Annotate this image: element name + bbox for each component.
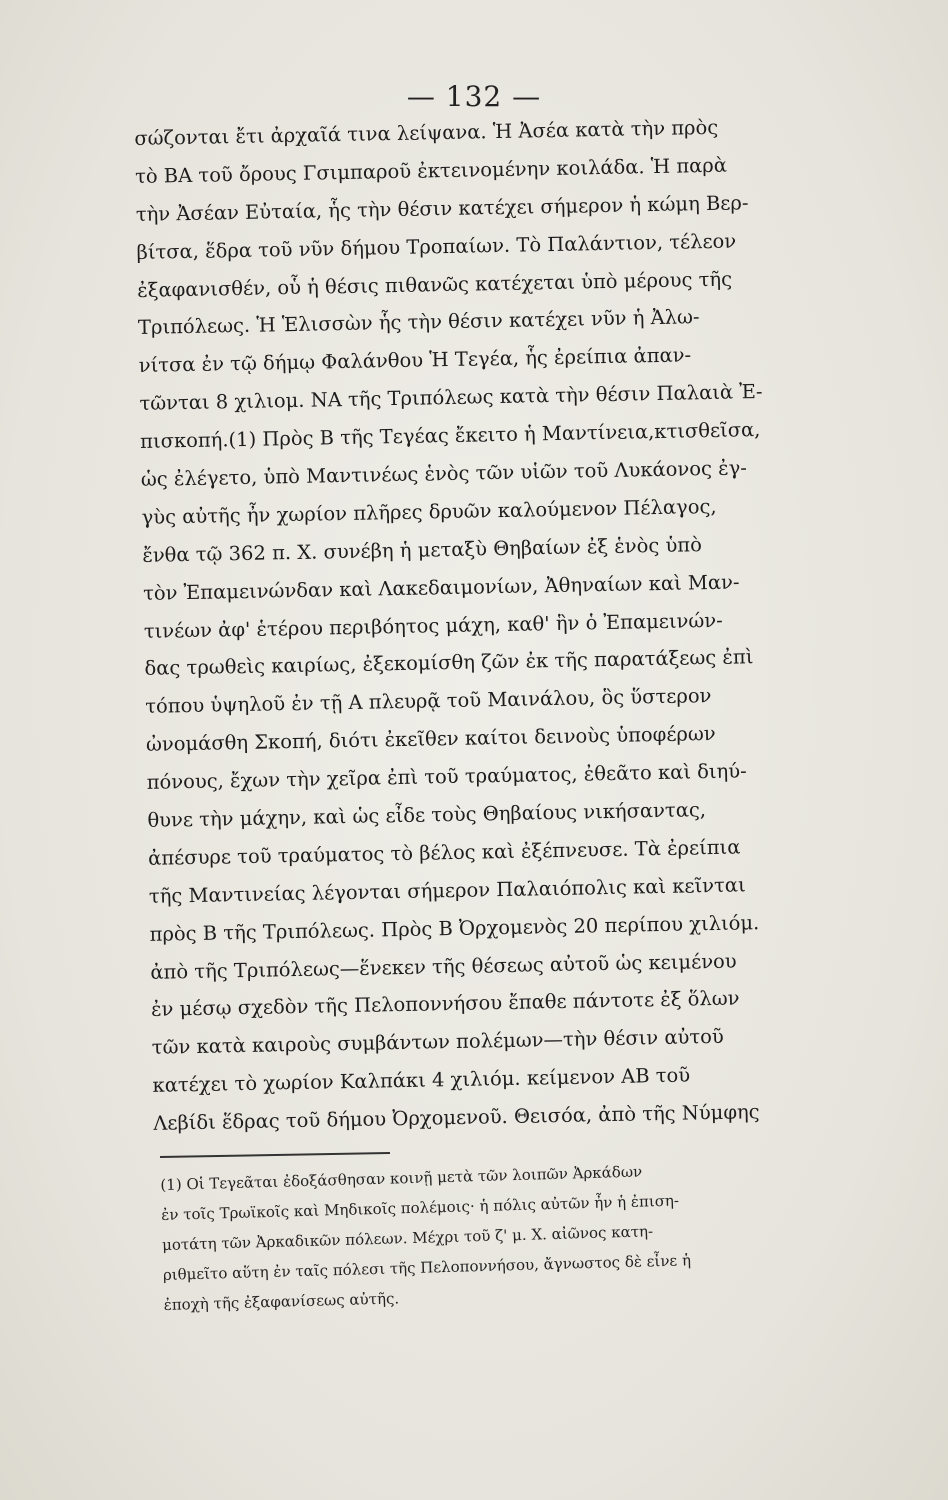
footnote-line: ἐποχὴ τῆς ἐξαφανίσεως αὐτῆς. <box>163 1289 400 1314</box>
footnote-line: ἐν τοῖς Τρωϊκοῖς καὶ Μηδικοῖς πολέμοις· ἡ πόλις αὐτῶν ἦν ἡ ἐπιση- <box>161 1191 680 1224</box>
text-line: τὸν Ἐπαμεινώνδαν καὶ Λακεδαιμονίων, Ἀθηναίων καὶ Μαν- <box>142 570 740 605</box>
text-line: ὠνομάσθη Σκοπή, διότι ἐκεῖθεν καίτοι δεινοὺς ὑποφέρων <box>145 722 716 757</box>
body-text <box>134 105 913 1142</box>
text-line: δας τρωθεὶς καιρίως, ἐξεκομίσθη ζῶν ἐκ τῆς παρατάξεως ἐπὶ <box>144 645 754 681</box>
text-line: ὡς ἐλέγετο, ὑπὸ Μαντινέως ἑνὸς τῶν υἱῶν τοῦ Λυκάονος ἐγ- <box>140 456 748 491</box>
text-line: σώζονται ἔτι ἀρχαῖά τινα λείψανα. Ἡ Ἀσέα κατὰ τὴν πρὸς <box>134 115 719 150</box>
text-line: πισκοπή.(1) Πρὸς Β τῆς Τεγέας ἔκειτο ἡ Μαντίνεια,κτισθεῖσα, <box>139 418 761 454</box>
text-line: ἔνθα τῷ 362 π. Χ. συνέβη ἡ μεταξὺ Θηβαίων ἐξ ἑνὸς ὑπὸ <box>142 532 703 567</box>
text-line: πόνους, ἔχων τὴν χεῖρα ἐπὶ τοῦ τραύματος, ἐθεᾶτο καὶ διηύ- <box>146 759 747 795</box>
text-line: τῶνται 8 χιλιομ. ΝΑ τῆς Τριπόλεως κατὰ τὴν θέσιν Παλαιὰ Ἐ- <box>139 380 763 416</box>
footnote-line: ριθμεῖτο αὕτη ἐν ταῖς πόλεσι τῆς Πελοποννήσου, ἄγνωστος δὲ εἶνε ἡ <box>162 1251 692 1284</box>
text-line: βίτσα, ἕδρα τοῦ νῦν δήμου Τροπαίων. Τὸ Παλάντιον, τέλεον <box>136 229 737 264</box>
text-line: κατέχει τὸ χωρίον Καλπάκι 4 χιλιόμ. κείμενον ΑΒ τοῦ <box>152 1063 691 1098</box>
text-line: τόπου ὑψηλοῦ ἐν τῇ Α πλευρᾷ τοῦ Μαινάλου, ὃς ὕστερον <box>145 684 712 719</box>
text-line: τὴν Ἀσέαν Εὐταία, ἧς τὴν θέσιν κατέχει σήμερον ἡ κώμη Βερ- <box>135 191 749 226</box>
text-line: νίτσα ἐν τῷ δήμῳ Φαλάνθου Ἡ Τεγέα, ἧς ἐρείπια ἀπαν- <box>138 343 692 378</box>
text-line: ἐν μέσῳ σχεδὸν τῆς Πελοποννήσου ἔπαθε πάντοτε ἐξ ὅλων <box>150 987 740 1022</box>
footnote-divider <box>160 1152 390 1158</box>
text-line: Τριπόλεως. Ἡ Ἑλισσὼν ἧς τὴν θέσιν κατέχει νῦν ἡ Ἀλω- <box>137 305 700 340</box>
text-line: ἐξαφανισθέν, οὗ ἡ θέσις πιθανῶς κατέχεται ὑπὸ μέρους τῆς <box>137 267 733 302</box>
footnote-line: μοτάτη τῶν Ἀρκαδικῶν πόλεων. Μέχρι τοῦ ζ' μ. Χ. αἰῶνος κατη- <box>161 1222 654 1254</box>
text-line: τῶν κατὰ καιροὺς συμβάντων πολέμων—τὴν θέσιν αὐτοῦ <box>151 1025 724 1060</box>
text-line: ἀπέσυρε τοῦ τραύματος τὸ βέλος καὶ ἐξέπνευσε. Τὰ ἐρείπια <box>147 835 741 870</box>
page-number: — 132 — <box>406 80 542 113</box>
text-line: Λεβίδι ἕδρας τοῦ δήμου Ὀρχομενοῦ. Θεισόα, ἀπὸ τῆς Νύμφης <box>153 1100 760 1135</box>
text-line: τὸ ΒΑ τοῦ ὄρους Γσιμπαροῦ ἐκτεινομένην κοιλάδα. Ἡ παρὰ <box>134 153 728 188</box>
text-line: πρὸς Β τῆς Τριπόλεως. Πρὸς Β Ὀρχομενὸς 20 περίπου χιλιόμ. <box>149 910 760 946</box>
footnote-line: (1) Οἱ Τεγεᾶται ἐδοξάσθησαν κοινῇ μετὰ τῶν λοιπῶν Ἀρκάδων <box>160 1162 643 1194</box>
footnote <box>160 1149 904 1320</box>
text-line: τινέων ἀφ' ἑτέρου περιβόητος μάχη, καθ' ἣν ὁ Ἐπαμεινών- <box>143 608 723 643</box>
text-line: θυνε τὴν μάχην, καὶ ὡς εἶδε τοὺς Θηβαίους νικήσαντας, <box>147 798 707 832</box>
text-line: γὺς αὐτῆς ἦν χωρίον πλῆρες δρυῶν καλούμενον Πέλαγος, <box>141 494 717 529</box>
text-line: τῆς Μαντινείας λέγονται σήμερον Παλαιόπολις καὶ κεῖνται <box>148 873 746 908</box>
text-line: ἀπὸ τῆς Τριπόλεως—ἕνεκεν τῆς θέσεως αὐτοῦ ὡς κειμένου <box>150 949 737 984</box>
